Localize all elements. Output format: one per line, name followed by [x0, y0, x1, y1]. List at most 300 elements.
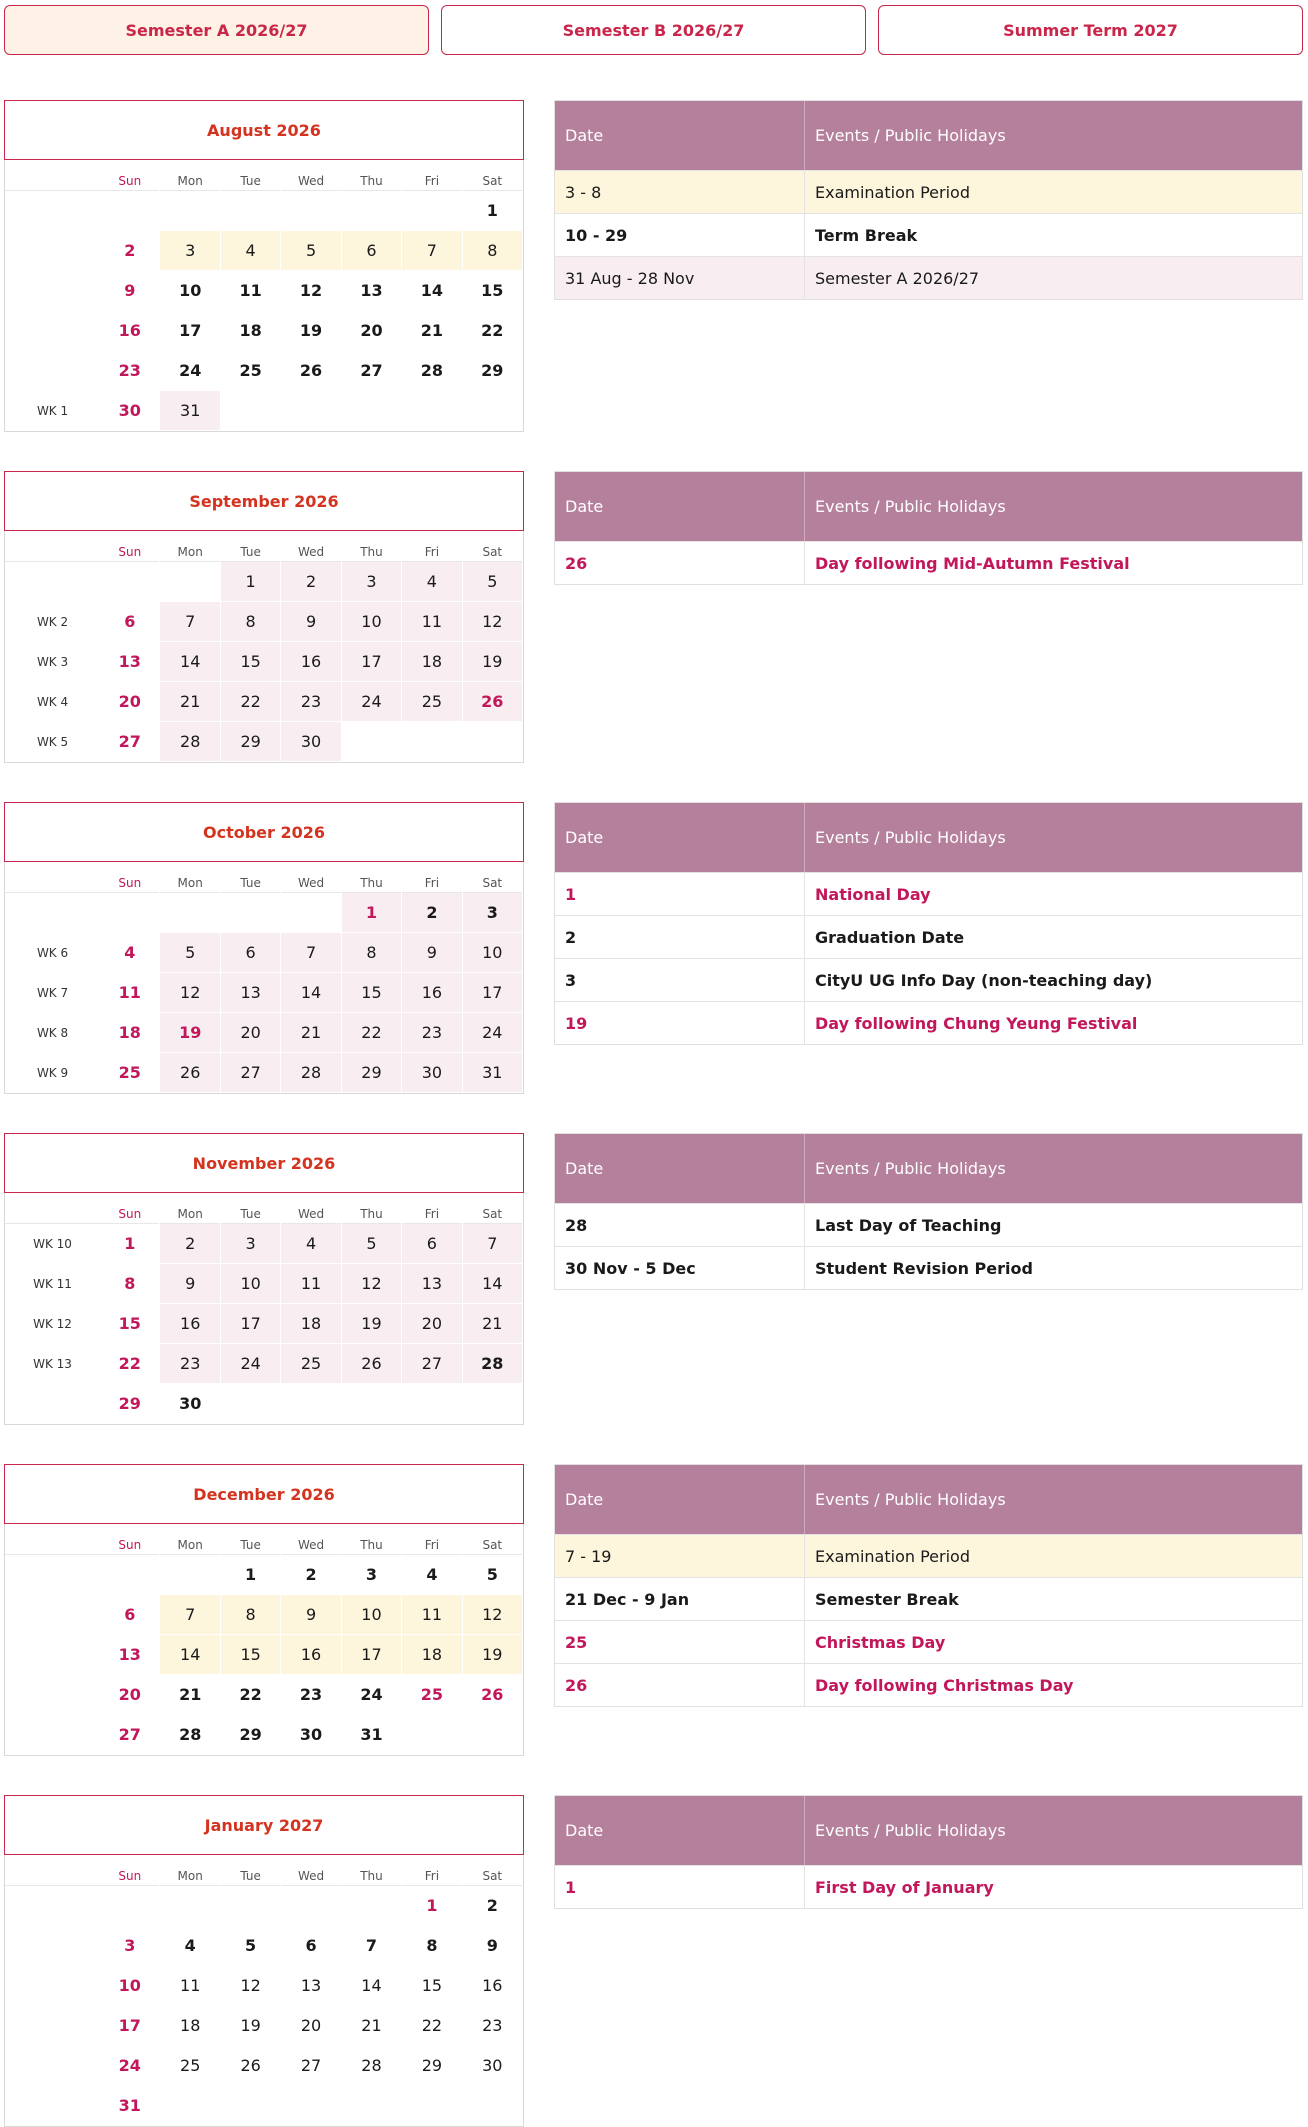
- date-column-header: Date: [555, 472, 805, 541]
- day-cell: 17: [100, 2006, 160, 2046]
- day-cell: 24: [463, 1013, 523, 1053]
- week-row: [5, 1053, 523, 1093]
- day-cell: 2: [100, 231, 160, 271]
- weekday-label: Tue: [221, 532, 281, 572]
- week-number: WK 12: [33, 1317, 72, 1331]
- day-cell: 22: [463, 311, 523, 351]
- week-number: [5, 2046, 100, 2086]
- event-description: Semester Break: [815, 1589, 959, 1609]
- day-cell: 21: [281, 1013, 341, 1053]
- day-cell: 8: [402, 1926, 462, 1966]
- empty-day-cell: [402, 722, 462, 762]
- day-cell: 3: [100, 1926, 160, 1966]
- empty-day-cell: [221, 2086, 281, 2126]
- weekday-label: Fri: [402, 161, 462, 201]
- day-cell: 12: [221, 1966, 281, 2006]
- event-description: Day following Christmas Day: [815, 1675, 1074, 1695]
- weekday-label: Wed: [281, 1525, 341, 1565]
- empty-day-cell: [463, 2086, 523, 2126]
- week-number: WK 1: [36, 404, 69, 418]
- day-cell: 13: [402, 1264, 462, 1304]
- day-cell: 12: [463, 602, 523, 642]
- weekday-label: Sun: [100, 1194, 160, 1234]
- week-number: [5, 893, 100, 933]
- week-number: [5, 562, 100, 602]
- empty-day-cell: [160, 1555, 220, 1595]
- event-description: Day following Chung Yeung Festival: [815, 1013, 1138, 1033]
- day-cell: 20: [402, 1304, 462, 1344]
- day-cell: 18: [160, 2006, 220, 2046]
- day-cell: 25: [100, 1053, 160, 1093]
- day-cell: 7: [281, 933, 341, 973]
- day-cell: 3: [463, 893, 523, 933]
- event-row: [555, 1620, 1302, 1663]
- day-cell: 28: [160, 722, 220, 762]
- day-cell: 17: [342, 642, 402, 682]
- event-row: [555, 541, 1302, 584]
- event-row: [555, 1577, 1302, 1620]
- event-date: 7 - 19: [555, 1535, 805, 1577]
- day-cell: 6: [281, 1926, 341, 1966]
- empty-day-cell: [281, 1886, 341, 1926]
- month-title: January 2027: [4, 1795, 524, 1855]
- day-cell: 29: [221, 1715, 281, 1755]
- weekday-label: Fri: [402, 532, 462, 572]
- events-table: [554, 471, 1303, 585]
- empty-day-cell: [221, 391, 281, 431]
- day-cell: 18: [402, 1635, 462, 1675]
- day-cell: 29: [342, 1053, 402, 1093]
- event-description: Last Day of Teaching: [815, 1215, 1002, 1235]
- day-cell: 27: [100, 722, 160, 762]
- day-cell: 6: [221, 933, 281, 973]
- day-cell: 5: [281, 231, 341, 271]
- day-cell: 9: [281, 602, 341, 642]
- week-row: [5, 1384, 523, 1424]
- day-cell: 4: [281, 1224, 341, 1264]
- day-cell: 20: [100, 682, 160, 722]
- day-cell: 4: [160, 1926, 220, 1966]
- day-cell: 8: [221, 602, 281, 642]
- event-description: First Day of January: [815, 1877, 994, 1897]
- day-cell: 8: [100, 1264, 160, 1304]
- day-cell: 25: [402, 1675, 462, 1715]
- event-row: [555, 170, 1302, 213]
- day-cell: 24: [342, 1675, 402, 1715]
- day-cell: 10: [221, 1264, 281, 1304]
- event-date: 3 - 8: [555, 171, 805, 213]
- day-cell: 10: [342, 602, 402, 642]
- day-cell: 15: [342, 973, 402, 1013]
- day-cell: 26: [342, 1344, 402, 1384]
- empty-day-cell: [281, 1384, 341, 1424]
- weekday-label: Mon: [160, 1194, 220, 1234]
- day-cell: 20: [100, 1675, 160, 1715]
- day-cell: 15: [221, 642, 281, 682]
- week-row: [5, 1344, 523, 1384]
- events-table-header: [555, 101, 1302, 170]
- day-cell: 7: [342, 1926, 402, 1966]
- empty-day-cell: [100, 191, 160, 231]
- day-cell: 31: [463, 1053, 523, 1093]
- date-column-header: Date: [555, 803, 805, 872]
- weekday-header-row: [5, 1525, 523, 1555]
- date-column-header: Date: [555, 1796, 805, 1865]
- weekday-label: Tue: [221, 1194, 281, 1234]
- day-cell: 22: [221, 1675, 281, 1715]
- day-cell: 11: [402, 602, 462, 642]
- day-cell: 3: [342, 562, 402, 602]
- week-number: [5, 1555, 100, 1595]
- day-cell: 28: [160, 1715, 220, 1755]
- day-cell: 22: [100, 1344, 160, 1384]
- weekday-label: Thu: [342, 532, 402, 572]
- week-row: [5, 973, 523, 1013]
- day-cell: 21: [402, 311, 462, 351]
- day-cell: 23: [100, 351, 160, 391]
- empty-day-cell: [463, 722, 523, 762]
- day-cell: 25: [402, 682, 462, 722]
- day-cell: 4: [221, 231, 281, 271]
- day-cell: 16: [463, 1966, 523, 2006]
- week-row: [5, 1675, 523, 1715]
- empty-day-cell: [221, 1886, 281, 1926]
- empty-day-cell: [281, 893, 341, 933]
- month-title: October 2026: [4, 802, 524, 862]
- day-cell: 20: [342, 311, 402, 351]
- events-table: [554, 100, 1303, 300]
- week-row: [5, 2086, 523, 2126]
- empty-day-cell: [463, 1384, 523, 1424]
- day-cell: 16: [402, 973, 462, 1013]
- events-table: [554, 1795, 1303, 1909]
- week-row: [5, 1715, 523, 1755]
- day-cell: 31: [160, 391, 220, 431]
- day-cell: 15: [100, 1304, 160, 1344]
- day-cell: 21: [160, 682, 220, 722]
- day-cell: 12: [281, 271, 341, 311]
- event-date: 21 Dec - 9 Jan: [555, 1578, 805, 1620]
- week-number: WK 11: [33, 1277, 72, 1291]
- day-cell: 26: [221, 2046, 281, 2086]
- empty-day-cell: [100, 893, 160, 933]
- day-cell: 11: [160, 1966, 220, 2006]
- day-cell: 5: [160, 933, 220, 973]
- events-table-header: [555, 1796, 1302, 1865]
- day-cell: 9: [281, 1595, 341, 1635]
- events-column-header: Events / Public Holidays: [815, 497, 1006, 516]
- weekday-label: Sat: [463, 532, 523, 572]
- day-cell: 26: [463, 1675, 523, 1715]
- events-table: [554, 802, 1303, 1045]
- day-cell: 31: [342, 1715, 402, 1755]
- event-description: CityU UG Info Day (non-teaching day): [815, 970, 1153, 990]
- date-column-header: Date: [555, 1465, 805, 1534]
- week-row: [5, 191, 523, 231]
- day-cell: 29: [221, 722, 281, 762]
- day-cell: 21: [160, 1675, 220, 1715]
- calendar-grid: [4, 802, 524, 1094]
- day-cell: 30: [100, 391, 160, 431]
- weekday-label: Tue: [221, 1525, 281, 1565]
- day-cell: 22: [342, 1013, 402, 1053]
- weekday-header-row: [5, 532, 523, 562]
- events-table: [554, 1133, 1303, 1290]
- weekday-label: Wed: [281, 1856, 341, 1896]
- day-cell: 16: [160, 1304, 220, 1344]
- empty-day-cell: [402, 1715, 462, 1755]
- day-cell: 2: [160, 1224, 220, 1264]
- empty-day-cell: [463, 1715, 523, 1755]
- week-row: [5, 2046, 523, 2086]
- day-cell: 25: [281, 1344, 341, 1384]
- day-cell: 4: [402, 1555, 462, 1595]
- day-cell: 27: [281, 2046, 341, 2086]
- day-cell: 4: [100, 933, 160, 973]
- day-cell: 1: [221, 562, 281, 602]
- week-number: WK 2: [36, 615, 69, 629]
- day-cell: 15: [221, 1635, 281, 1675]
- weekday-label: Sat: [463, 1525, 523, 1565]
- day-cell: 7: [160, 1595, 220, 1635]
- day-cell: 28: [342, 2046, 402, 2086]
- day-cell: 1: [463, 191, 523, 231]
- day-cell: 4: [402, 562, 462, 602]
- day-cell: 17: [160, 311, 220, 351]
- event-row: [555, 256, 1302, 299]
- event-row: [555, 1865, 1302, 1908]
- empty-day-cell: [281, 391, 341, 431]
- events-column-header: Events / Public Holidays: [815, 1490, 1006, 1509]
- week-number: [5, 1384, 100, 1424]
- day-cell: 14: [160, 1635, 220, 1675]
- empty-day-cell: [402, 191, 462, 231]
- day-cell: 9: [160, 1264, 220, 1304]
- date-column-header: Date: [555, 101, 805, 170]
- week-number: [5, 271, 100, 311]
- empty-day-cell: [342, 191, 402, 231]
- day-cell: 9: [463, 1926, 523, 1966]
- weekday-label: Thu: [342, 1525, 402, 1565]
- day-cell: 12: [463, 1595, 523, 1635]
- event-row: [555, 1534, 1302, 1577]
- tab-semester-a[interactable]: Semester A 2026/27: [4, 5, 429, 55]
- day-cell: 19: [342, 1304, 402, 1344]
- event-date: 1: [555, 1866, 805, 1908]
- week-row: [5, 933, 523, 973]
- day-cell: 8: [221, 1595, 281, 1635]
- day-cell: 30: [463, 2046, 523, 2086]
- week-number: [5, 1966, 100, 2006]
- day-cell: 26: [160, 1053, 220, 1093]
- day-cell: 28: [281, 1053, 341, 1093]
- day-cell: 14: [402, 271, 462, 311]
- event-date: 31 Aug - 28 Nov: [555, 257, 805, 299]
- day-cell: 27: [402, 1344, 462, 1384]
- day-cell: 3: [342, 1555, 402, 1595]
- weekday-label: Tue: [221, 161, 281, 201]
- empty-day-cell: [281, 191, 341, 231]
- event-row: [555, 213, 1302, 256]
- day-cell: 19: [221, 2006, 281, 2046]
- day-cell: 5: [221, 1926, 281, 1966]
- day-cell: 12: [342, 1264, 402, 1304]
- events-table-header: [555, 1134, 1302, 1203]
- empty-day-cell: [221, 893, 281, 933]
- day-cell: 9: [402, 933, 462, 973]
- day-cell: 29: [100, 1384, 160, 1424]
- day-cell: 16: [281, 642, 341, 682]
- week-row: [5, 722, 523, 762]
- day-cell: 18: [402, 642, 462, 682]
- empty-day-cell: [342, 2086, 402, 2126]
- empty-day-cell: [402, 391, 462, 431]
- week-number: WK 3: [36, 655, 69, 669]
- week-number: [5, 1715, 100, 1755]
- day-cell: 18: [100, 1013, 160, 1053]
- day-cell: 13: [100, 1635, 160, 1675]
- weekday-header-row: [5, 863, 523, 893]
- day-cell: 19: [463, 642, 523, 682]
- weekday-label: Fri: [402, 1856, 462, 1896]
- day-cell: 17: [221, 1304, 281, 1344]
- weekday-label: Mon: [160, 1525, 220, 1565]
- day-cell: 2: [281, 562, 341, 602]
- weekday-label: Sun: [100, 532, 160, 572]
- day-cell: 2: [281, 1555, 341, 1595]
- calendar-grid: [4, 471, 524, 763]
- day-cell: 17: [463, 973, 523, 1013]
- day-cell: 27: [342, 351, 402, 391]
- day-cell: 29: [402, 2046, 462, 2086]
- event-date: 3: [555, 959, 805, 1001]
- tab-semester-b[interactable]: Semester B 2026/27: [441, 5, 866, 55]
- day-cell: 30: [402, 1053, 462, 1093]
- week-row: [5, 311, 523, 351]
- week-row: [5, 562, 523, 602]
- empty-day-cell: [342, 722, 402, 762]
- empty-day-cell: [342, 1384, 402, 1424]
- day-cell: 11: [100, 973, 160, 1013]
- weekday-label: Wed: [281, 532, 341, 572]
- event-description: Christmas Day: [815, 1632, 946, 1652]
- week-row: [5, 1013, 523, 1053]
- day-cell: 15: [463, 271, 523, 311]
- week-number: [5, 1635, 100, 1675]
- day-cell: 23: [281, 1675, 341, 1715]
- weekday-label: Sun: [100, 161, 160, 201]
- week-number: WK 7: [36, 986, 69, 1000]
- empty-day-cell: [281, 2086, 341, 2126]
- week-number: [5, 231, 100, 271]
- date-column-header: Date: [555, 1134, 805, 1203]
- weekday-label: Thu: [342, 863, 402, 903]
- tab-summer-term[interactable]: Summer Term 2027: [878, 5, 1303, 55]
- event-row: [555, 1203, 1302, 1246]
- event-description: Graduation Date: [815, 927, 965, 947]
- day-cell: 11: [221, 271, 281, 311]
- week-row: [5, 351, 523, 391]
- weekday-label: Sun: [100, 863, 160, 903]
- empty-day-cell: [463, 391, 523, 431]
- weekday-label: Mon: [160, 863, 220, 903]
- day-cell: 23: [160, 1344, 220, 1384]
- day-cell: 14: [281, 973, 341, 1013]
- week-row: [5, 391, 523, 431]
- day-cell: 9: [100, 271, 160, 311]
- week-row: [5, 893, 523, 933]
- day-cell: 27: [100, 1715, 160, 1755]
- calendar-grid: [4, 100, 524, 432]
- day-cell: 6: [100, 602, 160, 642]
- week-column-header: [5, 1856, 100, 1885]
- empty-day-cell: [160, 562, 220, 602]
- empty-day-cell: [221, 1384, 281, 1424]
- day-cell: 20: [221, 1013, 281, 1053]
- events-table: [554, 1464, 1303, 1707]
- week-number: WK 9: [36, 1066, 69, 1080]
- empty-day-cell: [160, 2086, 220, 2126]
- day-cell: 19: [281, 311, 341, 351]
- event-row: [555, 872, 1302, 915]
- day-cell: 1: [402, 1886, 462, 1926]
- week-number: [5, 311, 100, 351]
- week-row: [5, 271, 523, 311]
- calendar-grid: [4, 1464, 524, 1756]
- week-column-header: [5, 1194, 100, 1223]
- event-date: 19: [555, 1002, 805, 1044]
- day-cell: 19: [463, 1635, 523, 1675]
- day-cell: 30: [281, 722, 341, 762]
- day-cell: 14: [463, 1264, 523, 1304]
- week-column-header: [5, 863, 100, 892]
- week-column-header: [5, 1525, 100, 1554]
- event-date: 10 - 29: [555, 214, 805, 256]
- weekday-label: Sat: [463, 1856, 523, 1896]
- day-cell: 25: [160, 2046, 220, 2086]
- day-cell: 22: [221, 682, 281, 722]
- event-description: Student Revision Period: [815, 1258, 1033, 1278]
- day-cell: 17: [342, 1635, 402, 1675]
- day-cell: 25: [221, 351, 281, 391]
- month-title: September 2026: [4, 471, 524, 531]
- week-number: WK 13: [33, 1357, 72, 1371]
- day-cell: 6: [342, 231, 402, 271]
- day-cell: 20: [281, 2006, 341, 2046]
- day-cell: 24: [342, 682, 402, 722]
- week-number: [5, 2006, 100, 2046]
- week-number: WK 4: [36, 695, 69, 709]
- month-title: December 2026: [4, 1464, 524, 1524]
- week-number: [5, 191, 100, 231]
- event-row: [555, 1663, 1302, 1706]
- week-row: [5, 1304, 523, 1344]
- day-cell: 7: [402, 231, 462, 271]
- day-cell: 23: [281, 682, 341, 722]
- week-number: [5, 2086, 100, 2126]
- event-row: [555, 915, 1302, 958]
- event-description: Examination Period: [815, 182, 970, 202]
- calendar-grid: [4, 1133, 524, 1425]
- weekday-label: Thu: [342, 161, 402, 201]
- day-cell: 8: [463, 231, 523, 271]
- day-cell: 2: [463, 1886, 523, 1926]
- week-row: [5, 602, 523, 642]
- day-cell: 10: [100, 1966, 160, 2006]
- day-cell: 8: [342, 933, 402, 973]
- weekday-label: Sun: [100, 1525, 160, 1565]
- event-date: 26: [555, 542, 805, 584]
